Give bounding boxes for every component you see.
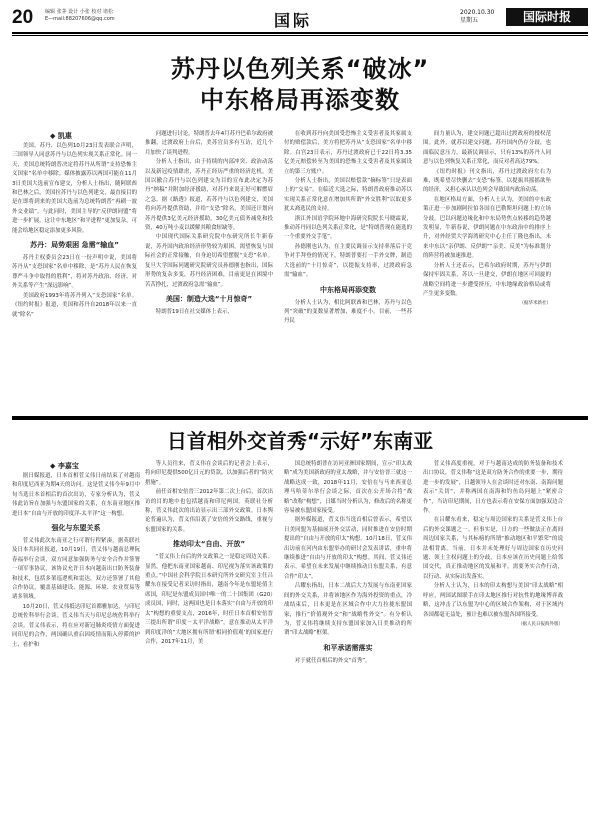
newspaper-logo: 国际时报 <box>506 8 588 26</box>
paragraph: “菅义伟上台后的外交政策之一是稳定周边关系。显然，他把东南亚国家越南、印尼视为落实该政策的重点。”中国社会科学院日本研究所外交研究室主任吕耀东在接受记者采访时指出，越南今年是东盟轮值主席国，印尼是东盟成员国中唯一的二十国集团（G20）成员国，同时，这两国也是日本落实“自由与开放的印太”构想的重要支点，2016年，时任日本首相安倍晋三提出所谓“印度－太平洋战略”，意在推动从太平洋到印度洋的“大地区拥有所谓‘相同价值观’的国家进行合作，2017年11月，美 <box>145 554 273 645</box>
issue-date <box>460 9 494 25</box>
editorial-email: E—mail:88207606@qq.com <box>45 16 115 22</box>
article2-subheading-3: 和平承诺需落实 <box>323 643 373 652</box>
paragraph: 在吕耀东看来，稳定与周边国家的关系是菅义伟上台后的外交课题之一。但事实是，日方的一些做法正在离间周边国家关系，与其标榜的所谓“推动地区和平繁荣”的说法相背离。当前，日本并未处理好与周边国家在历史问题、领土主权问题上的分歧，日本应该在历史问题上给邻国交代，真正推动地区的发展和平，需要务实合作行动，以行动、从实际出发落实。 <box>423 517 563 580</box>
weekday-text: 星期五 <box>460 17 479 24</box>
article1-subheading-1: 苏丹：局势艰困 急需“输血” <box>30 241 119 250</box>
paragraph: 孙德刚也认为，在主要民调显示支持率落后于竞争对手拜登的情况下，特朗普要打一手外交牌，制造大选前的“十月惊奇”，以提振支持率，过渡政府急需“输血”。 <box>284 243 412 279</box>
paragraph: 间力量认为，建交问题已超出过渡政府的授权范围。此外，就苏以建交问题，苏丹国内仍存分歧，也面临民意压力，最新民调显示，只有13%的苏丹人同意与以色列恢复关系正常化，而反对者高达79%。 <box>423 131 551 166</box>
paragraph: 10月20日，菅义伟抵达印尼首都雅加达，与印尼总统佐科举行会谈。菅义伟当天与印尼总统佐科举行会谈，菅义伟表示，将在应对新冠肺炎疫情方面促进同印尼的合作，两国确认重启因疫情而陷入停滞的护士、看护和 <box>12 603 140 648</box>
article2-byline: ◆ 李嘉宝 <box>50 462 79 470</box>
paragraph: 菅义伟高度重视，对于与越南达成的防务装备和技术出口协议，菅义伟称“这是双方防务合作的重要一步，期待进一步的发展”，日越领导人在会谈时还对东南、南海问题表示“关切”，并称两国在南海和钓鱼岛问题上“紧密合作”，当访印尼期间，日方也表示将在安保方面加强双边合作。 <box>423 461 563 515</box>
paragraph: 美国、苏丹、以色列10月23日发表联合声明，三国领导人同意苏丹与以色列实现关系正常化。同一天，美国总统特朗普决定将苏丹从所谓“支持恐怖主义国家”名单中移除。媒体披露苏以两国可能在11月3日美国大选前宣布建交，分析人士指出，随阿联酋和巴林之后，美国拉苏丹与以色列建交，最直接目的是在即将到来的美国大选前为总统特朗普“再刷一波外交业绩”。与此同时，美国主导的“反伊朗同盟”将进一步扩展，这让中东地区“和平进程”更加复杂，可能会给地区稳定添加更多风险。 <box>12 143 137 234</box>
article1-headline-line1: 苏丹以色列关系“破冰” <box>170 55 430 83</box>
article2-headline: 日首相外交首秀“示好”东南亚 <box>166 429 434 453</box>
article2-source-note: （据人民日报海外版） <box>518 621 563 627</box>
paragraph: 在收到苏丹向美国受恐怖主义受害者及其家属支付的赔偿款后，美方将把苏丹从“支恐国家”名单中移除。白宫23日表示，苏丹过渡政府已于22日将3.35亿美元赔偿转至为美国的恐怖主义受害者及其家属设立的第三方账户。 <box>284 131 412 175</box>
article2-column-3 <box>284 460 412 820</box>
article1-column-1 <box>12 130 137 430</box>
date-text: 2020.10.30 <box>460 9 495 16</box>
paragraph: 据外媒报道，菅义伟当选首相后曾表示，希望以日美同盟为基轴展开外交活动，同时推进在安倍时期提出的“自由与开放的印太”构想。10月18日，菅义伟出访前在河内由东盟举办的研讨会发表讲话，重申将继续推进“自由与开放的印太”构想。其间，菅义伟还表示，希望在未来发展中继续推动日东盟关系，有意合作“印太”。 <box>284 517 412 580</box>
article2-column-2 <box>145 460 273 820</box>
article2-column-1 <box>12 460 140 820</box>
paragraph: 分析人士认为，相比阿联酋和巴林，苏丹与以色列“突破”的变数显著增加，难度不小。目前，一些苏丹民 <box>284 299 412 325</box>
article2-subheading-1: 强化与东盟关系 <box>51 524 101 533</box>
article2-subheading-2: 推动印太“自由、开放” <box>172 540 246 549</box>
paragraph: 美国政府1993年将苏丹列入“支恐国家”名单。《纽约时报》报道，美国和苏丹自2018年以来一直就“除名” <box>12 292 137 318</box>
article1-subheading-3: 中东格局再添变数 <box>320 285 376 294</box>
paragraph: 《纽约时报》刊文指出，苏丹过渡政府左右为难，既希望尽快删去“支恐”标签，以提振其摇摇欲坠的经济，又担心承认以色列会导致国内政治动荡。 <box>423 168 551 194</box>
page-header <box>12 8 588 30</box>
paragraph: 菅义伟此次东南亚之行可谓行程紧凑，据英联社及日本共同社报道，10月19日，菅义伟与越南总理阮春福举行会谈，双方同意加强防务与安全合作并签署一项军事协议，该协议允许日本向越南出口防务装备和技术，包括多架巡逻机和雷达，双方还签署了其他合作协议，覆盖基础建设、能源、环境、农业贸易等诸多领域。 <box>12 538 140 601</box>
section-title: 国际 <box>274 11 313 30</box>
paragraph: 吕耀东指出，日本二战后大力发展与东南亚国家间的外交关系，并将该地区作为海外投资的重点，冷战结束后，日本更是在区域合作中大力拉拢东盟国家，推行“价值观外交”和“战略性外交”。有分析认为，菅义伟将继续支持东盟国家加入日美推动的所谓“印太战略”框架。 <box>284 583 412 637</box>
article1-column-4 <box>423 130 551 430</box>
paragraph: 中国现代国际关系研究院中东研究所长牛新春说，苏丹国内政治经济形势较为艰困，渴望恢复与国际社会的正常接触，自身迫切希望摆脱“支恐”名单。复旦大学国际问题研究院研究员孙德刚也指出，国际形势的复杂多变，苏丹经济困难，目前更是在困境中苦苦挣扎，过渡政府急需“输血”。 <box>145 234 273 288</box>
article2-column-4 <box>423 460 563 820</box>
paragraph: 据日媒报道，日本首相菅义伟日前结束了对越南和印度尼西亚为期4天的访问。这是菅义伟今年9月中旬当选日本首相后的首次出访，专家分析认为，菅义伟此访旨在加强与东盟国家的关系，在东南亚地区推进日本“自由与开放的印度洋-太平洋”这一构想。 <box>12 473 140 517</box>
paragraph: 苏丹主权委员会23日在一份声明中说，美国将苏丹从“支恐国家”名单中移除，是“苏丹人民在恢复尊严斗争中取得的胜利”，将对苏丹政治、经济、对外关系等产生“深远影响”。 <box>12 255 137 290</box>
paragraph: 分析人士还表示，巴希尔政府时期，苏丹与伊朗保持牢固关系，苏以一旦建交，伊朗在地区可回旋的战略空间将进一步遭受挤压，中东地缘政治格局或将产生更多变数。 <box>423 262 551 297</box>
header-rule <box>12 32 588 34</box>
article1-column-3 <box>284 130 412 430</box>
paragraph: 浙江外国语学院环地中海研究院院长马晓霖说，推动苏丹同以色列关系正常化，是“特朗普现在能选的一个重要外交手笔”。 <box>284 215 412 241</box>
paragraph: 问题进行讨论。特朗普去年4月苏丹巴希尔政府被推翻，过渡政府上台后，美苏官员多有互访，近几个月加快了谈判进程。 <box>145 131 273 156</box>
paragraph: 等人员往来，菅义伟在会谈后的记者会上表示，将向印尼提供500亿日元的贷款，以加强后者的“防灾措施”。 <box>145 461 273 486</box>
paragraph: 前任首相安倍晋三2012年第二次上台后，首次出访的目的地中也包括越南和印尼两国。英联社分析称，菅义伟此次的出访显示出三部外交政策。日本舆论普遍认为，菅义伟沿袭了安倍的外交路线，重视与东盟国家的关系。 <box>145 489 273 533</box>
paragraph: 分析人士指出，美国以赔偿款“摘标签”只是表面上的“交易”，在临近大选之际，特朗普政府推动苏以实现关系正常化意在增加其所谓“外交胜利”以取更多犹太裔选民的支持。 <box>284 178 412 213</box>
article1-byline: ◆ 凯惠 <box>50 132 72 140</box>
paragraph: 对于就任首相后的外交“首秀”， <box>294 657 371 664</box>
article1-headline-line2: 中东格局再添变数 <box>200 86 400 114</box>
article1-subheading-2: 美国：制造大选“十月惊奇” <box>165 294 253 303</box>
article-divider <box>12 416 588 420</box>
editorial-info <box>45 9 115 23</box>
editorial-staff: 编辑 张茅 设计 小张 校对 诸松 <box>45 9 113 15</box>
paragraph: 特朗普19日在社交媒体上表示， <box>155 308 233 315</box>
article1-column-2 <box>145 130 273 430</box>
header-rule-thin <box>12 35 588 36</box>
paragraph: 国总统特朗普在访问亚洲国家期间，宣示“印太战略”成为美国新政府的亚太战略，并与安倍晋三就这一战略达成一致，2018年11月，安倍在与马来西亚总理马哈蒂尔举行会谈之际，首次在公开场合将“战略”改称“构想”，日媒当时分析认为，修改后的名称更容易被东盟国家接受。 <box>284 461 412 515</box>
paragraph: 在地区格局方面，分析人士认为，美国的中东政策正进一步加剧阿拉伯各国在巴勒斯坦问题上的立场分歧，巴以问题边缘化和中东局势焦点转移的趋势越发明显，牛新春说，伊朗问题在中东政治中的排序上升，对外经贸大学海湾研究中心主任丁隆也指出，未来中东以“亲伊朗、反伊朗”“亲美、反美”为标准划分的阵营将被加速推进。 <box>423 196 551 260</box>
article1-source-note: （据华米新社） <box>519 301 551 307</box>
paragraph: 分析人士指出，由于持续的内部冲突、政治动荡以及新冠疫情肆虐，苏丹正经历严重的经济危机。美国以撤合苏丹与以色列建交为目的宣布此决定为苏丹“纳稿”并附加经济援助，对苏丹来说正好可解燃眉之急，据《路透》报道，若苏丹与以色列建交，美国将向苏丹提供资助，并给“支恐”除名，美国还计划向苏丹提供3亿美元经济援助，30亿美元债务减免和投资，40万吨小麦以缓解其粮食短缺等。 <box>145 159 273 232</box>
page-number: 20 <box>12 7 34 28</box>
paragraph: 分析人士认为，日本的印太构想与美国“印太战略”相呼应，两国试图联手在印太地区推行对抗性的地缘博弈战略，这冲击了以东盟为中心的区域合作架构，对于区域内各国都毫无益处，预计也难以被东盟各国所接受。 <box>423 583 563 618</box>
